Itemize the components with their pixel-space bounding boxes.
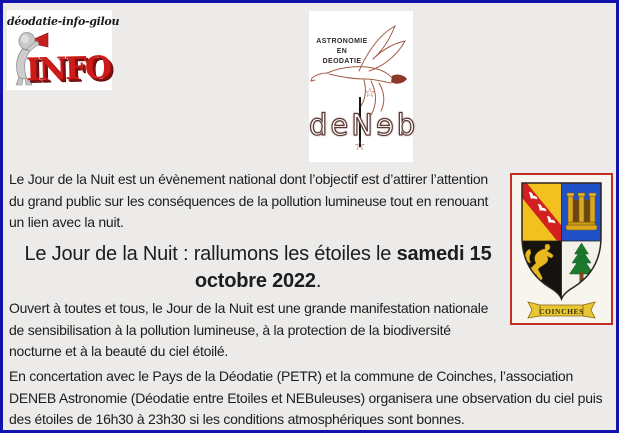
deneb-org-line-3: DEODATIE: [322, 58, 362, 65]
event-date: samedi 15 octobre 2022: [194, 243, 492, 292]
deneb-org-line-1: ASTRONOMIE: [316, 38, 368, 45]
event-heading: [9, 241, 507, 295]
deodatie-info-title: déodatie-info-gilou: [7, 15, 120, 28]
coinches-banner-text: COINCHES: [539, 307, 584, 316]
star-icon: ☆: [354, 139, 366, 154]
description-paragraph: Ouvert à toutes et tous, le Jour de la Nuit est une grande manifestation nationale de sensibilisation à la pollution lumineuse, à la protection de la biodiversité nocturne et à la beauté du ciel étoilé.: [9, 300, 489, 359]
event-heading-period: .: [315, 270, 322, 292]
info-wordmark: INFO: [25, 49, 111, 89]
deneb-org-line-2: EN: [336, 48, 348, 55]
star-icon: ☆: [364, 86, 376, 101]
event-heading-text: Le Jour de la Nuit : rallumons les étoiles le: [24, 243, 397, 265]
deneb-logo: [309, 11, 419, 162]
deodatie-info-logo: [7, 10, 120, 90]
deneb-org-name: [311, 37, 373, 67]
coinches-shield-icon: [512, 175, 611, 323]
coinches-photo: [510, 173, 613, 325]
intro-paragraph: Le Jour de la Nuit est un évènement national dont l’objectif est d’attirer l’attention du grand public sur les conséquences de la pollution lumineuse tout en renouant un lien avec la nuit.: [9, 171, 489, 230]
swan-drawing-icon: [309, 21, 413, 117]
organizer-paragraph: En concertation avec le Pays de la Déodatie (PETR) et la commune de Coinches, l’association DENEB Astronomie (Déodatie entre Etoiles et NEBuleuses) organisera une observation du ciel puis des étoiles de 16h30 à 23h30 si les conditions atmosphériques sont bonnes.: [9, 368, 603, 427]
deneb-wordmark: deNɘb: [309, 108, 419, 142]
